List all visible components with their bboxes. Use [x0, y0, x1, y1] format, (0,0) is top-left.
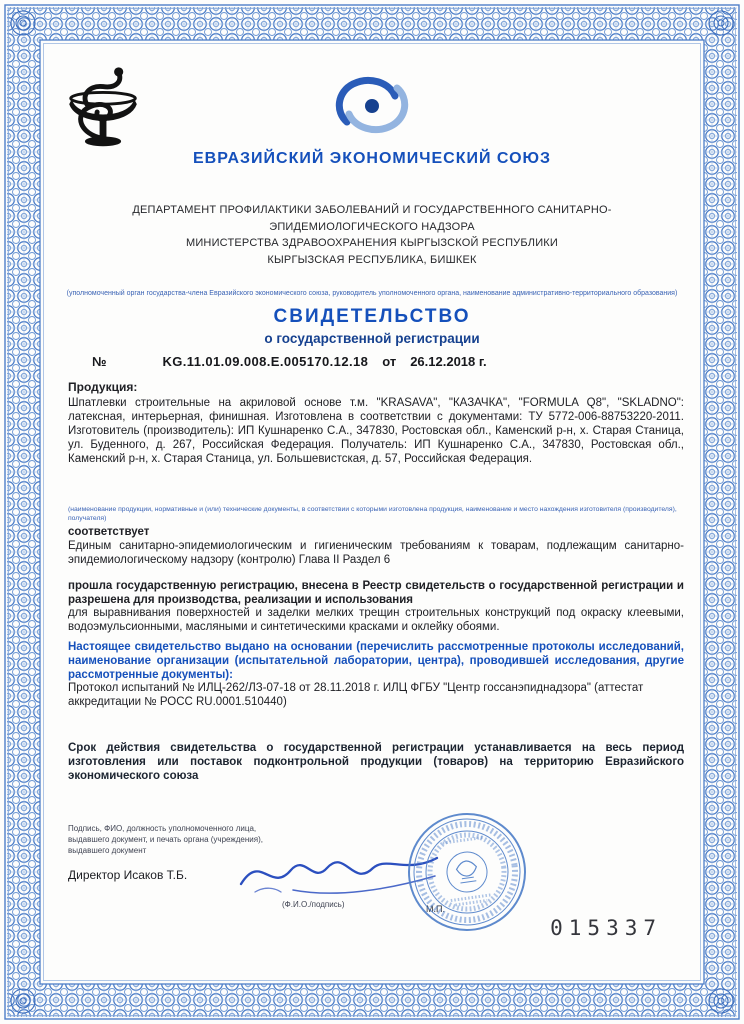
basis-text: Протокол испытаний № ИЛЦ-262/ЛЗ-07-18 от 28.11.2018 г. ИЛЦ ФГБУ "Центр госсанэпиднадзора" (аттестат аккредитации № РОСС RU.0001.510440): [68, 682, 644, 709]
signature-caption: (Ф.И.О./подпись): [282, 900, 345, 909]
number-label: №: [92, 354, 107, 369]
certificate-subtitle: о государственной регистрации: [264, 331, 480, 346]
product-description: Шпатлевки строительные на акриловой основе т.м. "KRASAVA", "КАЗАЧКА", "FORMULA Q8", "SKLADNO": латексная, интерьерная, финишная. Изготовлена в соответствии с документами: ТУ 5772-006-88753220-2011. Изготовитель (производитель): ИП Кушнаренко С.А., 347830, Ростовская обл., Каменский р-н, х. Старая Станица, ул. Буденного, д. 267, Российская Федерация. Получатель: ИП Кушнаренко С.А., 347830, Ростовская обл., Каменский р-н, х. Старая Станица, ул. Большевистская, д. 57, Российская Федерация.: [68, 397, 684, 465]
authority-line: КЫРГЫЗСКАЯ РЕСПУБЛИКА, БИШКЕК: [267, 253, 477, 266]
compliance-text: Единым санитарно-эпидемиологическим и гигиеническим требованиям к товарам, подлежащим санитарно-эпидемиологическому надзору (контролю) Глава II Раздел 6: [68, 540, 684, 566]
certificate-number-row: [40, 354, 704, 369]
usage-text: для выравнивания поверхностей и заделки мелких трещин строительных конструкций под окраску клеевыми, водоэмульсионными, масляными и синтетическими красками и оклейку обоями.: [68, 607, 684, 634]
validity-text: Срок действия свидетельства о государственной регистрации устанавливается на весь период изготовления или поставок подконтрольной продукции (товаров) на территорию Евразийского экономического союза: [68, 741, 684, 782]
date-label: от: [382, 354, 397, 369]
certificate-title: СВИДЕТЕЛЬСТВО: [273, 306, 471, 327]
authority-line: МИНИСТЕРСТВА ЗДРАВООХРАНЕНИЯ КЫРГЫЗСКОЙ РЕСПУБЛИКИ: [185, 237, 559, 249]
product-label: Продукция:: [68, 380, 138, 394]
basis-heading: Настоящее свидетельство выдано на основании (перечислить рассмотренные протоколы исследований, наименование организации (испытательной лаборатории, центра), проводившей исследования, другие рассмотренные документы):: [68, 640, 684, 681]
signature-note-line: Подпись, ФИО, должность уполномоченного лица,: [68, 824, 257, 833]
signature-note-line: выдавшего документ: [68, 845, 147, 855]
certificate-number: KG.11.01.09.008.E.005170.12.18: [162, 354, 369, 369]
eaeu-logo-icon: [317, 74, 427, 143]
form-serial-number: 015337: [550, 916, 662, 940]
authority-footnote: (уполномоченный орган государства-члена Евразийского экономического союза, руководитель уполномоченного органа, наименование административно-территориального образования): [66, 290, 678, 297]
seal-mark: М.П.: [426, 904, 445, 914]
certificate-body: [68, 380, 684, 783]
issuing-authority: [52, 202, 692, 268]
authority-line: ДЕПАРТАМЕНТ ПРОФИЛАКТИКИ ЗАБОЛЕВАНИЙ И ГОСУДАРСТВЕННОГО САНИТАРНО-: [132, 204, 612, 216]
product-footnote: (наименование продукции, нормативные и (или) технические документы, в соответствии с которыми изготовлена продукция, наименование и место нахождения изготовителя (производителя), получателя): [68, 506, 677, 522]
union-title: ЕВРАЗИЙСКИЙ ЭКОНОМИЧЕСКИЙ СОЮЗ: [192, 150, 552, 167]
corresponds-label: соответствует: [68, 526, 150, 539]
signature-note-line: выдавшего документ, и печать органа (учреждения),: [68, 834, 263, 844]
authority-line: ЭПИДЕМИОЛОГИЧЕСКОГО НАДЗОРА: [269, 220, 475, 233]
official-stamp-icon: [385, 806, 549, 940]
certificate-date: 26.12.2018 г.: [410, 354, 487, 369]
registration-statement: прошла государственную регистрацию, внесена в Реестр свидетельств о государственной регистрации и разрешена для производства, реализации и использования: [68, 579, 684, 606]
signer-name: Директор Исаков Т.Б.: [68, 868, 188, 882]
